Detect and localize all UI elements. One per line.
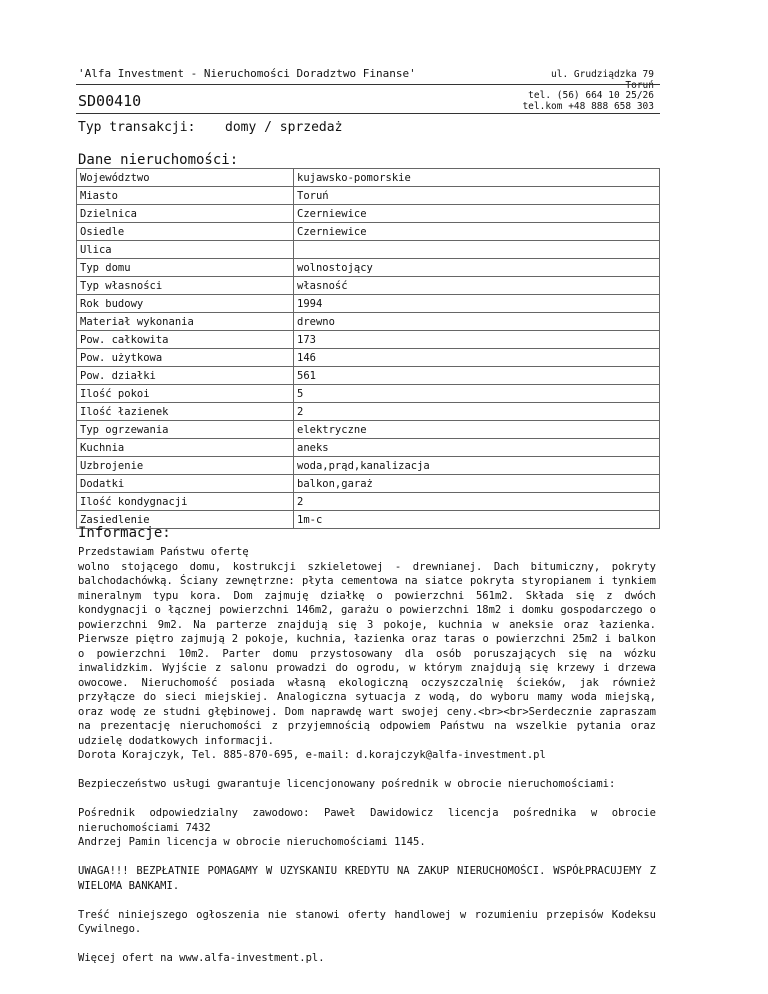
property-key: Pow. całkowita — [77, 331, 294, 349]
property-row — [77, 223, 660, 241]
property-row — [77, 349, 660, 367]
property-key: Pow. działki — [77, 367, 294, 385]
property-key: Pow. użytkowa — [77, 349, 294, 367]
info-disclaimer: Treść niniejszego ogłoszenia nie stanowi oferty handlowej w rozumieniu przepisów Kodeksu Cywilnego. — [78, 908, 656, 935]
info-section-title: Informacje: — [78, 525, 171, 541]
property-key: Rok budowy — [77, 295, 294, 313]
property-value: Toruń — [294, 187, 660, 205]
property-value: Czerniewice — [294, 223, 660, 241]
address-phone: tel. (56) 664 10 25/26 — [528, 90, 654, 101]
offer-reference: SD00410 — [78, 92, 142, 110]
property-row — [77, 277, 660, 295]
company-address — [522, 70, 654, 112]
info-credit: UWAGA!!! BEZPŁATNIE POMAGAMY W UZYSKANIU KREDYTU NA ZAKUP NIERUCHOMOŚCI. WSPÓŁPRACUJEMY Z WIELOMA BANKAMI. — [78, 865, 656, 892]
property-key: Miasto — [77, 187, 294, 205]
address-mobile: tel.kom +48 888 658 303 — [522, 100, 654, 112]
info-safety: Bezpieczeństwo usługi gwarantuje licencjonowany pośrednik w obrocie nieruchomościami: — [78, 778, 616, 790]
property-value: 146 — [294, 349, 660, 367]
property-row — [77, 439, 660, 457]
property-key: Typ domu — [77, 259, 294, 277]
property-row — [77, 385, 660, 403]
ref-divider — [76, 113, 660, 114]
address-street: ul. Grudziądzka 79 — [551, 69, 654, 80]
transaction-label: Typ transakcji: — [78, 120, 196, 135]
property-key: Typ ogrzewania — [77, 421, 294, 439]
property-value: 2 — [294, 403, 660, 421]
property-row — [77, 259, 660, 277]
company-name: 'Alfa Investment - Nieruchomości Doradztwo Finanse' — [78, 67, 416, 80]
property-value: 561 — [294, 367, 660, 385]
property-row — [77, 421, 660, 439]
property-key: Województwo — [77, 169, 294, 187]
property-value — [294, 241, 660, 259]
property-value: wolnostojący — [294, 259, 660, 277]
property-row — [77, 457, 660, 475]
property-row — [77, 493, 660, 511]
info-agents — [78, 806, 656, 850]
property-value: woda,prąd,kanalizacja — [294, 457, 660, 475]
transaction-value: domy / sprzedaż — [225, 120, 343, 135]
property-key: Kuchnia — [77, 439, 294, 457]
property-key: Dzielnica — [77, 205, 294, 223]
info-contact: Dorota Korajczyk, Tel. 885-870-695, e-mail: d.korajczyk@alfa-investment.pl — [78, 749, 546, 761]
property-value: 1994 — [294, 295, 660, 313]
property-value: 1m-c — [294, 511, 660, 529]
info-agent-2: Andrzej Pamin licencja w obrocie nieruchomościami 1145. — [78, 836, 426, 848]
property-row — [77, 187, 660, 205]
property-key: Materiał wykonania — [77, 313, 294, 331]
property-key: Ilość łazienek — [77, 403, 294, 421]
property-row — [77, 205, 660, 223]
info-body: wolno stojącego domu, kostrukcji szkieletowej - drewnianej. Dach bitumiczny, pokryty balchodachówką. Ściany zewnętrzne: płyta cementowa na siatce pokryta styropianem i tynkiem mineralnym typu kora. Dom zajmuję działkę o powierzchni 561m2. Składa się z dwóch kondygnacji o łącznej powierzchni 146m2, garażu o powierzchni 18m2 i domku gospodarczego o powierzchni 9m2. Na parterze znajdują się 3 pokoje, kuchnia w aneksie oraz łazienka. Pierwsze piętro zajmują 2 pokoje, kuchnia, łazienka oraz taras o powierzchni 25m2 i balkon o powierzchni 10m2. Parter domu przystosowany dla osób poruszających się na wózku inwalidzkim. Wyjście z salonu prowadzi do ogrodu, w którym znajdują się krzewy i drzewa owocowe. Nieruchomość posiada własną ekologiczną oczyszczalnię ścieków, jak również przyłącze do sieci miejskiej. Analogiczna sytuacja z wodą, do wyboru mamy woda miejską, oraz wodę ze studni głębinowej. Dom naprawdę wart swojej ceny.<br><br>Serdecznie zapraszam na prezentację nieruchomości z przyjemnością odpowiem Państwu na wszelkie pytania oraz udzielę dodatkowych informacji. — [78, 560, 656, 747]
property-row — [77, 403, 660, 421]
property-table — [76, 168, 660, 529]
info-intro: Przedstawiam Państwu ofertę — [78, 546, 249, 558]
property-value: 5 — [294, 385, 660, 403]
property-row — [77, 367, 660, 385]
header-divider — [76, 84, 660, 85]
property-key: Dodatki — [77, 475, 294, 493]
property-section-title: Dane nieruchomości: — [78, 152, 239, 168]
property-value: drewno — [294, 313, 660, 331]
info-text — [78, 545, 656, 980]
property-value: elektryczne — [294, 421, 660, 439]
property-value: balkon,garaż — [294, 475, 660, 493]
property-row — [77, 331, 660, 349]
info-agent-1: Pośrednik odpowiedzialny zawodowo: Paweł Dawidowicz licencja pośrednika w obrocie nieruchomościami 7432 — [78, 807, 656, 834]
property-key: Typ własności — [77, 277, 294, 295]
property-key: Ilość kondygnacji — [77, 493, 294, 511]
property-row — [77, 475, 660, 493]
property-value: własność — [294, 277, 660, 295]
property-key: Uzbrojenie — [77, 457, 294, 475]
property-key: Ilość pokoi — [77, 385, 294, 403]
property-key: Zasiedlenie — [77, 511, 294, 529]
property-row — [77, 169, 660, 187]
info-more-offers: Więcej ofert na www.alfa-investment.pl. — [78, 952, 325, 964]
property-value: aneks — [294, 439, 660, 457]
property-value: kujawsko-pomorskie — [294, 169, 660, 187]
address-city: Toruń — [625, 79, 654, 91]
property-row — [77, 241, 660, 259]
property-value: 173 — [294, 331, 660, 349]
property-key: Ulica — [77, 241, 294, 259]
property-row — [77, 313, 660, 331]
property-value: Czerniewice — [294, 205, 660, 223]
property-key: Osiedle — [77, 223, 294, 241]
property-row — [77, 295, 660, 313]
property-value: 2 — [294, 493, 660, 511]
